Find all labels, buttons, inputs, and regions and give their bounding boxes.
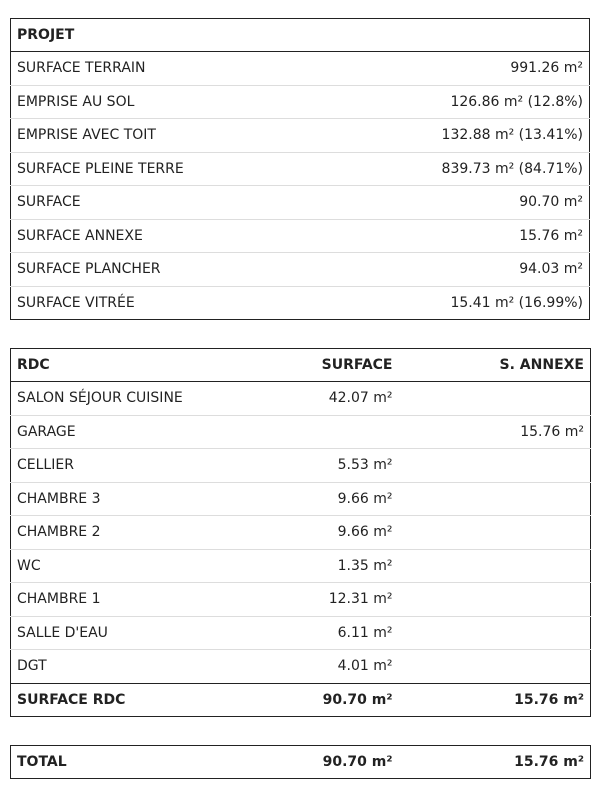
row-value: 126.86 m² (12.8%) [300, 85, 590, 119]
room-surface [249, 415, 399, 449]
room-annexe [399, 616, 591, 650]
rdc-header-room: RDC [11, 349, 249, 382]
room-name: CHAMBRE 2 [11, 516, 249, 550]
table-row [11, 650, 591, 684]
table-row [11, 52, 590, 86]
table-row [11, 583, 591, 617]
table-row [11, 549, 591, 583]
row-value: 132.88 m² (13.41%) [300, 119, 590, 153]
table-row [11, 219, 590, 253]
room-surface: 9.66 m² [249, 482, 399, 516]
row-label: EMPRISE AU SOL [11, 85, 301, 119]
rdc-footer-row [11, 683, 591, 717]
room-name: SALLE D'EAU [11, 616, 249, 650]
room-surface: 6.11 m² [249, 616, 399, 650]
total-label: TOTAL [17, 754, 67, 770]
room-name: GARAGE [11, 415, 249, 449]
room-annexe [399, 516, 591, 550]
row-label: EMPRISE AVEC TOIT [11, 119, 301, 153]
row-value: 94.03 m² [300, 253, 590, 287]
row-value: 839.73 m² (84.71%) [300, 152, 590, 186]
total-annexe: 15.76 m² [514, 754, 584, 770]
total-surface: 90.70 m² [322, 754, 393, 770]
rdc-footer-label: SURFACE RDC [11, 683, 249, 717]
room-annexe [399, 650, 591, 684]
table-row [11, 186, 590, 220]
row-label: SURFACE PLANCHER [11, 253, 301, 287]
table-row [11, 85, 590, 119]
row-label: SURFACE [11, 186, 301, 220]
table-row [11, 616, 591, 650]
room-annexe: 15.76 m² [399, 415, 591, 449]
room-surface: 9.66 m² [249, 516, 399, 550]
rdc-header-row [11, 349, 591, 382]
rdc-footer-annexe: 15.76 m² [399, 683, 591, 717]
room-name: WC [11, 549, 249, 583]
room-surface: 42.07 m² [249, 382, 399, 416]
row-value: 15.76 m² [300, 219, 590, 253]
row-label: SURFACE TERRAIN [11, 52, 301, 86]
projet-title: PROJET [11, 19, 590, 52]
total-row [11, 746, 591, 779]
table-row [11, 286, 590, 320]
room-annexe [399, 583, 591, 617]
row-value: 991.26 m² [300, 52, 590, 86]
table-row [11, 253, 590, 287]
table-row [11, 482, 591, 516]
room-name: SALON SÉJOUR CUISINE [11, 382, 249, 416]
row-label: SURFACE PLEINE TERRE [11, 152, 301, 186]
rdc-footer-surface: 90.70 m² [249, 683, 399, 717]
room-surface: 4.01 m² [249, 650, 399, 684]
table-row [11, 119, 590, 153]
total-table [10, 745, 591, 779]
room-annexe [399, 382, 591, 416]
rdc-header-surface: SURFACE [249, 349, 399, 382]
row-label: SURFACE VITRÉE [11, 286, 301, 320]
room-name: CHAMBRE 1 [11, 583, 249, 617]
room-annexe [399, 449, 591, 483]
room-surface: 1.35 m² [249, 549, 399, 583]
rdc-table [10, 348, 591, 717]
projet-table [10, 18, 590, 320]
table-row [11, 152, 590, 186]
projet-header-row [11, 19, 590, 52]
room-surface: 5.53 m² [249, 449, 399, 483]
room-surface: 12.31 m² [249, 583, 399, 617]
row-value: 15.41 m² (16.99%) [300, 286, 590, 320]
room-annexe [399, 549, 591, 583]
room-name: CHAMBRE 3 [11, 482, 249, 516]
table-row [11, 415, 591, 449]
row-value: 90.70 m² [300, 186, 590, 220]
table-row [11, 449, 591, 483]
room-name: CELLIER [11, 449, 249, 483]
table-row [11, 382, 591, 416]
room-name: DGT [11, 650, 249, 684]
row-label: SURFACE ANNEXE [11, 219, 301, 253]
table-row [11, 516, 591, 550]
rdc-header-annexe: S. ANNEXE [399, 349, 591, 382]
room-annexe [399, 482, 591, 516]
